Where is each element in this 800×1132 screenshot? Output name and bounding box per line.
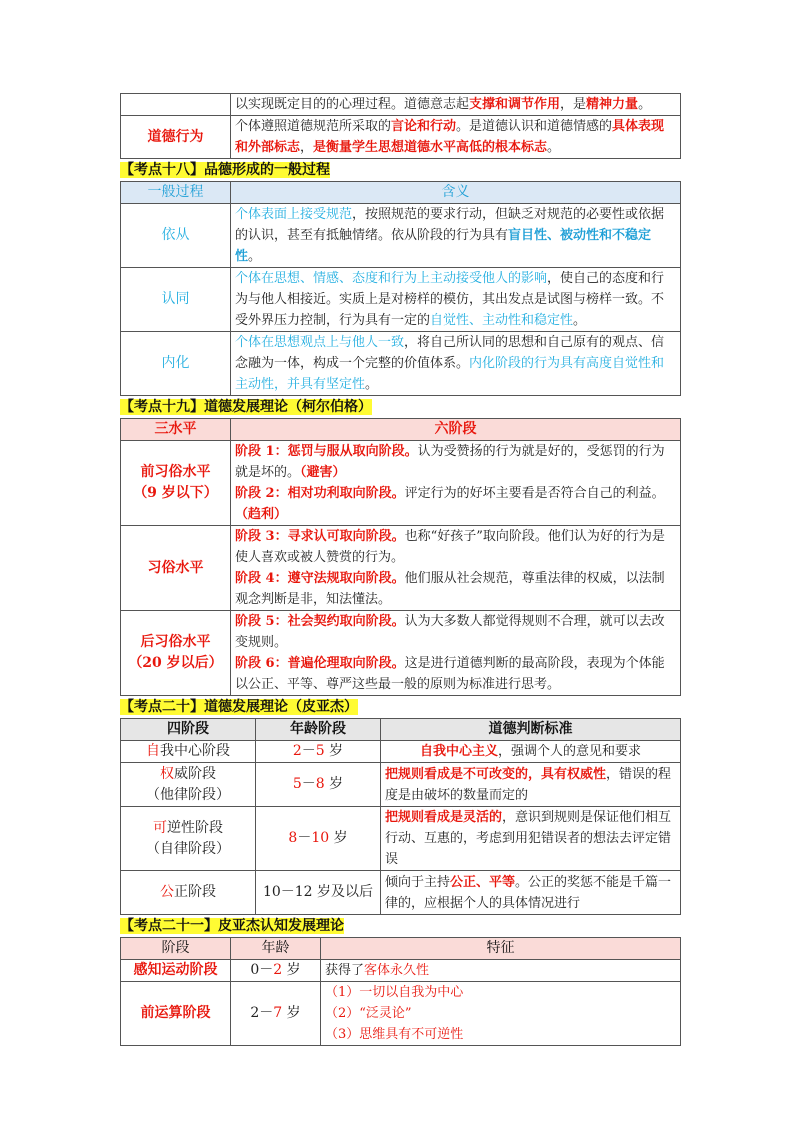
piaget-stage: 公正阶段 — [121, 871, 256, 915]
moral-behavior-label: 道德行为 — [121, 116, 231, 159]
section-18-title: 【考点十八】品德形成的一般过程 — [120, 162, 330, 178]
piaget-age: 5－8 岁 — [256, 763, 381, 807]
section-21-title: 【考点二十一】皮亚杰认知发展理论 — [120, 918, 344, 934]
piaget-criteria: 倾向于主持公正、平等。公正的奖惩不能是千篇一律的，应根据个人的具体情况进行 — [381, 871, 681, 915]
header-age: 年龄 — [231, 938, 321, 960]
level-desc: 阶段 5：社会契约取向阶段。认为大多数人都觉得规则不合理，就可以去改变规则。 阶段 6：普遍伦理取向阶段。这是进行道德判断的最高阶段，表现为个体能以公正、平等、尊严这些最一般的原则为标准进行思考。 — [231, 611, 681, 696]
header-four-stages: 四阶段 — [121, 719, 256, 741]
stage-desc: 个体表面上接受规范，按照规范的要求行动，但缺乏对规范的必要性或依据的认识，甚至有抵触情绪。依从阶段的行为具有盲目性、被动性和不稳定性。 — [231, 204, 681, 268]
section-20-title: 【考点二十】道德发展理论（皮亚杰） — [120, 699, 358, 715]
level-label: 习俗水平 — [121, 526, 231, 611]
section-18-table — [120, 181, 681, 396]
level-label: 后习俗水平 （20 岁以后） — [121, 611, 231, 696]
moral-will-cont: 以实现既定目的的心理过程。道德意志起支撑和调节作用，是精神力量。 — [231, 94, 681, 116]
piaget-age: 10－12 岁及以后 — [256, 871, 381, 915]
piaget-criteria: 把规则看成是不可改变的，具有权威性，错误的程度是由破坏的数量而定的 — [381, 763, 681, 807]
header-meaning: 含义 — [231, 182, 681, 204]
piaget-age: 8－10 岁 — [256, 807, 381, 871]
moral-table-top — [120, 93, 681, 159]
stage-label: 认同 — [121, 268, 231, 332]
feature-item: （2）“泛灵论” — [325, 1006, 412, 1021]
cognitive-age: 2－7 岁 — [231, 982, 321, 1046]
section-19-title: 【考点十九】道德发展理论（柯尔伯格） — [120, 399, 372, 415]
cognitive-feature — [321, 982, 681, 1046]
piaget-criteria: 自我中心主义，强调个人的意见和要求 — [381, 741, 681, 763]
section-21-table — [120, 937, 681, 1046]
stage-label: 依从 — [121, 204, 231, 268]
header-criteria: 道德判断标准 — [381, 719, 681, 741]
level-desc: 阶段 3：寻求认可取向阶段。也称“好孩子”取向阶段。他们认为好的行为是使人喜欢或被人赞赏的行为。 阶段 4：遵守法规取向阶段。他们服从社会规范，尊重法律的权威，以法制观念判断是非，知法懂法。 — [231, 526, 681, 611]
header-levels: 三水平 — [121, 419, 231, 441]
header-features: 特征 — [321, 938, 681, 960]
header-stages: 六阶段 — [231, 419, 681, 441]
section-20-table — [120, 718, 681, 915]
empty-cell — [121, 94, 231, 116]
piaget-stage: 权威阶段 （他律阶段） — [121, 763, 256, 807]
cognitive-stage: 前运算阶段 — [121, 982, 231, 1046]
page — [120, 93, 680, 1046]
header-age: 年龄阶段 — [256, 719, 381, 741]
cognitive-stage: 感知运动阶段 — [121, 960, 231, 982]
feature-item: （3）思维具有不可逆性 — [325, 1027, 464, 1042]
stage-desc: 个体在思想观点上与他人一致，将自己所认同的思想和自己原有的观点、信念融为一体，构成一个完整的价值体系。内化阶段的行为具有高度自觉性和主动性，并具有坚定性。 — [231, 332, 681, 396]
level-label: 前习俗水平 （9 岁以下） — [121, 441, 231, 526]
stage-desc: 个体在思想、情感、态度和行为上主动接受他人的影响，使自己的态度和行为与他人相接近。实质上是对榜样的模仿，其出发点是试图与榜样一致。不受外界压力控制，行为具有一定的自觉性、主动性和稳定性。 — [231, 268, 681, 332]
cognitive-feature: 获得了客体永久性 — [321, 960, 681, 982]
header-process: 一般过程 — [121, 182, 231, 204]
section-19-table — [120, 418, 681, 696]
piaget-stage: 可逆性阶段 （自律阶段） — [121, 807, 256, 871]
header-stage: 阶段 — [121, 938, 231, 960]
feature-item: （1）一切以自我为中心 — [325, 985, 464, 1000]
stage-label: 内化 — [121, 332, 231, 396]
piaget-age: 2－5 岁 — [256, 741, 381, 763]
cognitive-age: 0－2 岁 — [231, 960, 321, 982]
level-desc: 阶段 1：惩罚与服从取向阶段。认为受赞扬的行为就是好的，受惩罚的行为就是坏的。（避害） 阶段 2：相对功利取向阶段。评定行为的好坏主要看是否符合自己的利益。（趋利） — [231, 441, 681, 526]
piaget-stage: 自我中心阶段 — [121, 741, 256, 763]
piaget-criteria: 把规则看成是灵活的，意识到规则是保证他们相互行动、互惠的，考虑到用犯错误者的想法去评定错误 — [381, 807, 681, 871]
moral-behavior-desc: 个体遵照道德规范所采取的言论和行动。是道德认识和道德情感的具体表现和外部标志，是衡量学生思想道德水平高低的根本标志。 — [231, 116, 681, 159]
